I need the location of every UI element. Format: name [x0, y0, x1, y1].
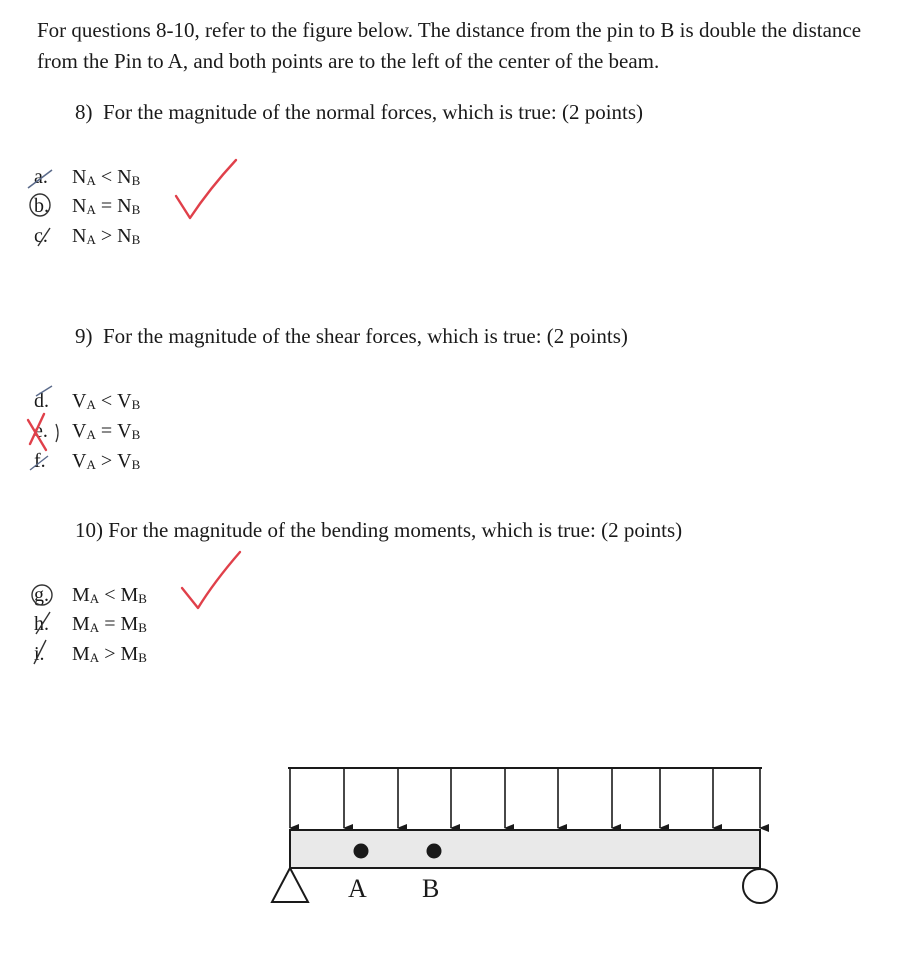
option-h: [34, 610, 147, 638]
pin-support-icon: [272, 868, 308, 902]
roller-support-icon: [743, 869, 777, 903]
question-9-number: 9): [75, 324, 93, 348]
beam-figure: [260, 755, 790, 915]
option-letter: i.: [34, 643, 45, 665]
option-expression: $V_A < V_B$: [72, 390, 141, 412]
option-letter: e.: [34, 420, 48, 442]
question-8: [75, 98, 643, 126]
point-a-dot: [354, 844, 369, 859]
option-letter: b.: [34, 195, 49, 217]
question-8-number: 8): [75, 100, 93, 124]
option-c: [34, 222, 140, 250]
question-10: [75, 516, 682, 544]
question-9: [75, 322, 628, 350]
option-expression: $N_A = N_B$: [72, 195, 141, 217]
intro-text: For questions 8-10, refer to the figure below. The distance from the pin to B is double the distance from the Pin to A, and both points are to the left of the center of the beam.: [37, 18, 862, 73]
option-e: [34, 417, 140, 445]
option-f: [34, 447, 140, 475]
point-b-dot: [427, 844, 442, 859]
point-a-label: A: [348, 874, 367, 903]
option-letter: c.: [34, 225, 48, 247]
option-b: [34, 192, 140, 220]
option-expression: $N_A < N_B$: [72, 166, 141, 188]
option-letter: g.: [34, 584, 49, 606]
check-mark-icon: [176, 160, 236, 218]
question-9-text: For the magnitude of the shear forces, which is true: (2 points): [103, 324, 628, 348]
option-i: [34, 640, 147, 668]
check-mark-icon: [182, 552, 240, 608]
option-letter: d.: [34, 390, 49, 412]
option-letter: h.: [34, 613, 49, 635]
distributed-load-arrows: [290, 768, 760, 828]
option-expression: $M_A > M_B$: [72, 643, 147, 665]
option-expression: $V_A > V_B$: [72, 450, 141, 472]
point-b-label: B: [422, 874, 440, 903]
option-expression: $N_A > N_B$: [72, 225, 141, 247]
option-letter: f.: [34, 450, 46, 472]
question-10-number: 10): [75, 518, 103, 542]
option-expression: $M_A < M_B$: [72, 584, 147, 606]
option-a: [34, 163, 140, 191]
question-10-text: For the magnitude of the bending moments, which is true: (2 points): [108, 518, 683, 542]
beam-diagram: [260, 755, 790, 915]
option-letter: a.: [34, 166, 48, 188]
option-d: [34, 387, 140, 415]
option-g: [34, 581, 147, 609]
option-expression: $M_A = M_B$: [72, 613, 147, 635]
question-8-text: For the magnitude of the normal forces, which is true: (2 points): [103, 100, 644, 124]
option-expression: $V_A = V_B$: [72, 420, 141, 442]
